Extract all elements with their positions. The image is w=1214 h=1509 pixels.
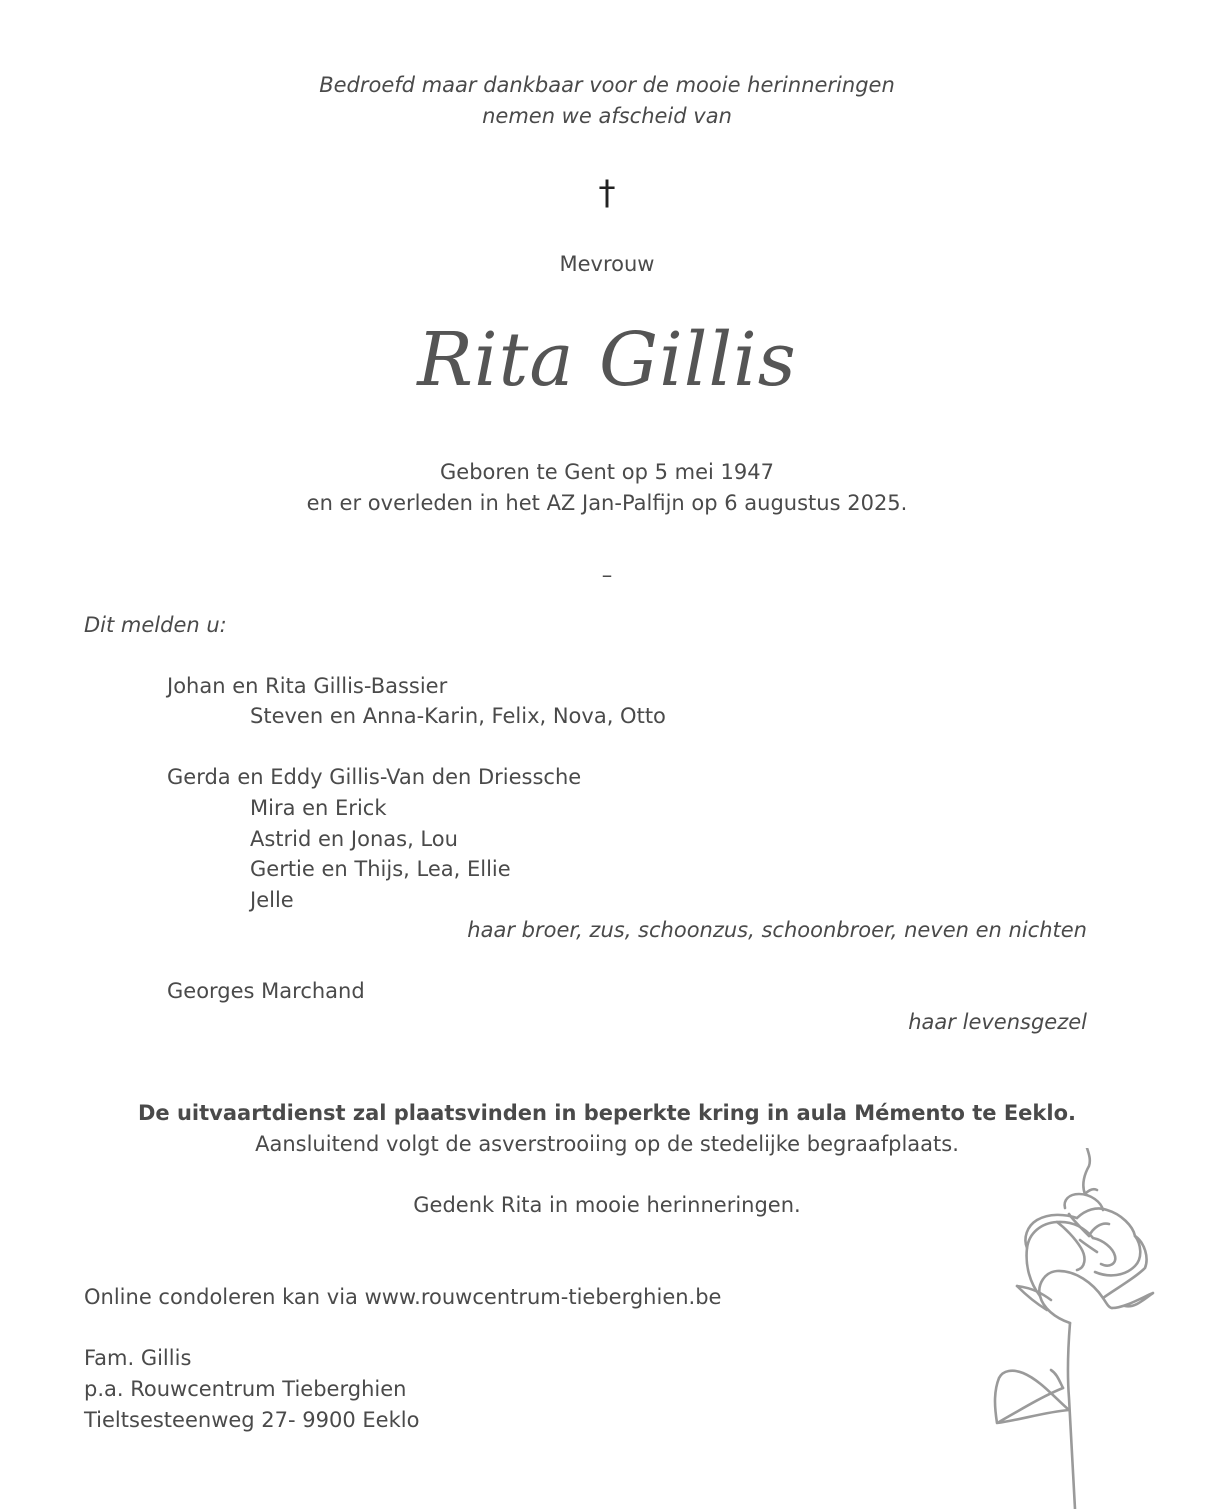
service-line-2: Aansluitend volgt de asverstrooiing op de stedelijke begraafplaats. bbox=[255, 1132, 959, 1156]
cross-icon: † bbox=[598, 173, 616, 213]
family-member: Steven en Anna-Karin, Felix, Nova, Otto bbox=[250, 704, 666, 728]
honorific: Mevrouw bbox=[559, 252, 655, 276]
relation-siblings: haar broer, zus, schoonzus, schoonbroer, neven en nichten bbox=[467, 918, 1087, 942]
deceased-name: Rita Gillis bbox=[417, 317, 797, 403]
remembrance-text: Gedenk Rita in mooie herinneringen. bbox=[413, 1193, 801, 1217]
rose-icon bbox=[985, 1148, 1165, 1509]
separator: – bbox=[601, 563, 613, 587]
intro-line-1: Bedroefd maar dankbaar voor de mooie herinneringen bbox=[319, 73, 895, 97]
online-condolence: Online condoleren kan via www.rouwcentrum-tieberghien.be bbox=[84, 1285, 722, 1309]
family-head-2: Gerda en Eddy Gillis-Van den Driessche bbox=[167, 765, 582, 789]
contact-line-1: Fam. Gillis bbox=[84, 1346, 192, 1370]
family-head-1: Johan en Rita Gillis-Bassier bbox=[167, 674, 448, 698]
family-member: Mira en Erick bbox=[250, 796, 387, 820]
family-member: Jelle bbox=[250, 888, 294, 912]
announcers-label: Dit melden u: bbox=[84, 613, 227, 637]
contact-line-3: Tieltsesteenweg 27- 9900 Eeklo bbox=[84, 1408, 420, 1432]
intro-text bbox=[0, 70, 1214, 132]
birth-death-dates bbox=[0, 457, 1214, 519]
contact-line-2: p.a. Rouwcentrum Tieberghien bbox=[84, 1377, 407, 1401]
partner-name: Georges Marchand bbox=[167, 979, 365, 1003]
family-member: Astrid en Jonas, Lou bbox=[250, 827, 458, 851]
birth-line: Geboren te Gent op 5 mei 1947 bbox=[440, 460, 774, 484]
death-line: en er overleden in het AZ Jan-Palfijn op 6 augustus 2025. bbox=[306, 491, 908, 515]
intro-line-2: nemen we afscheid van bbox=[482, 104, 732, 128]
service-line-1: De uitvaartdienst zal plaatsvinden in beperkte kring in aula Mémento te Eeklo. bbox=[138, 1101, 1076, 1125]
family-member: Gertie en Thijs, Lea, Ellie bbox=[250, 857, 511, 881]
relation-partner: haar levensgezel bbox=[908, 1010, 1087, 1034]
contact-address bbox=[84, 1343, 419, 1436]
